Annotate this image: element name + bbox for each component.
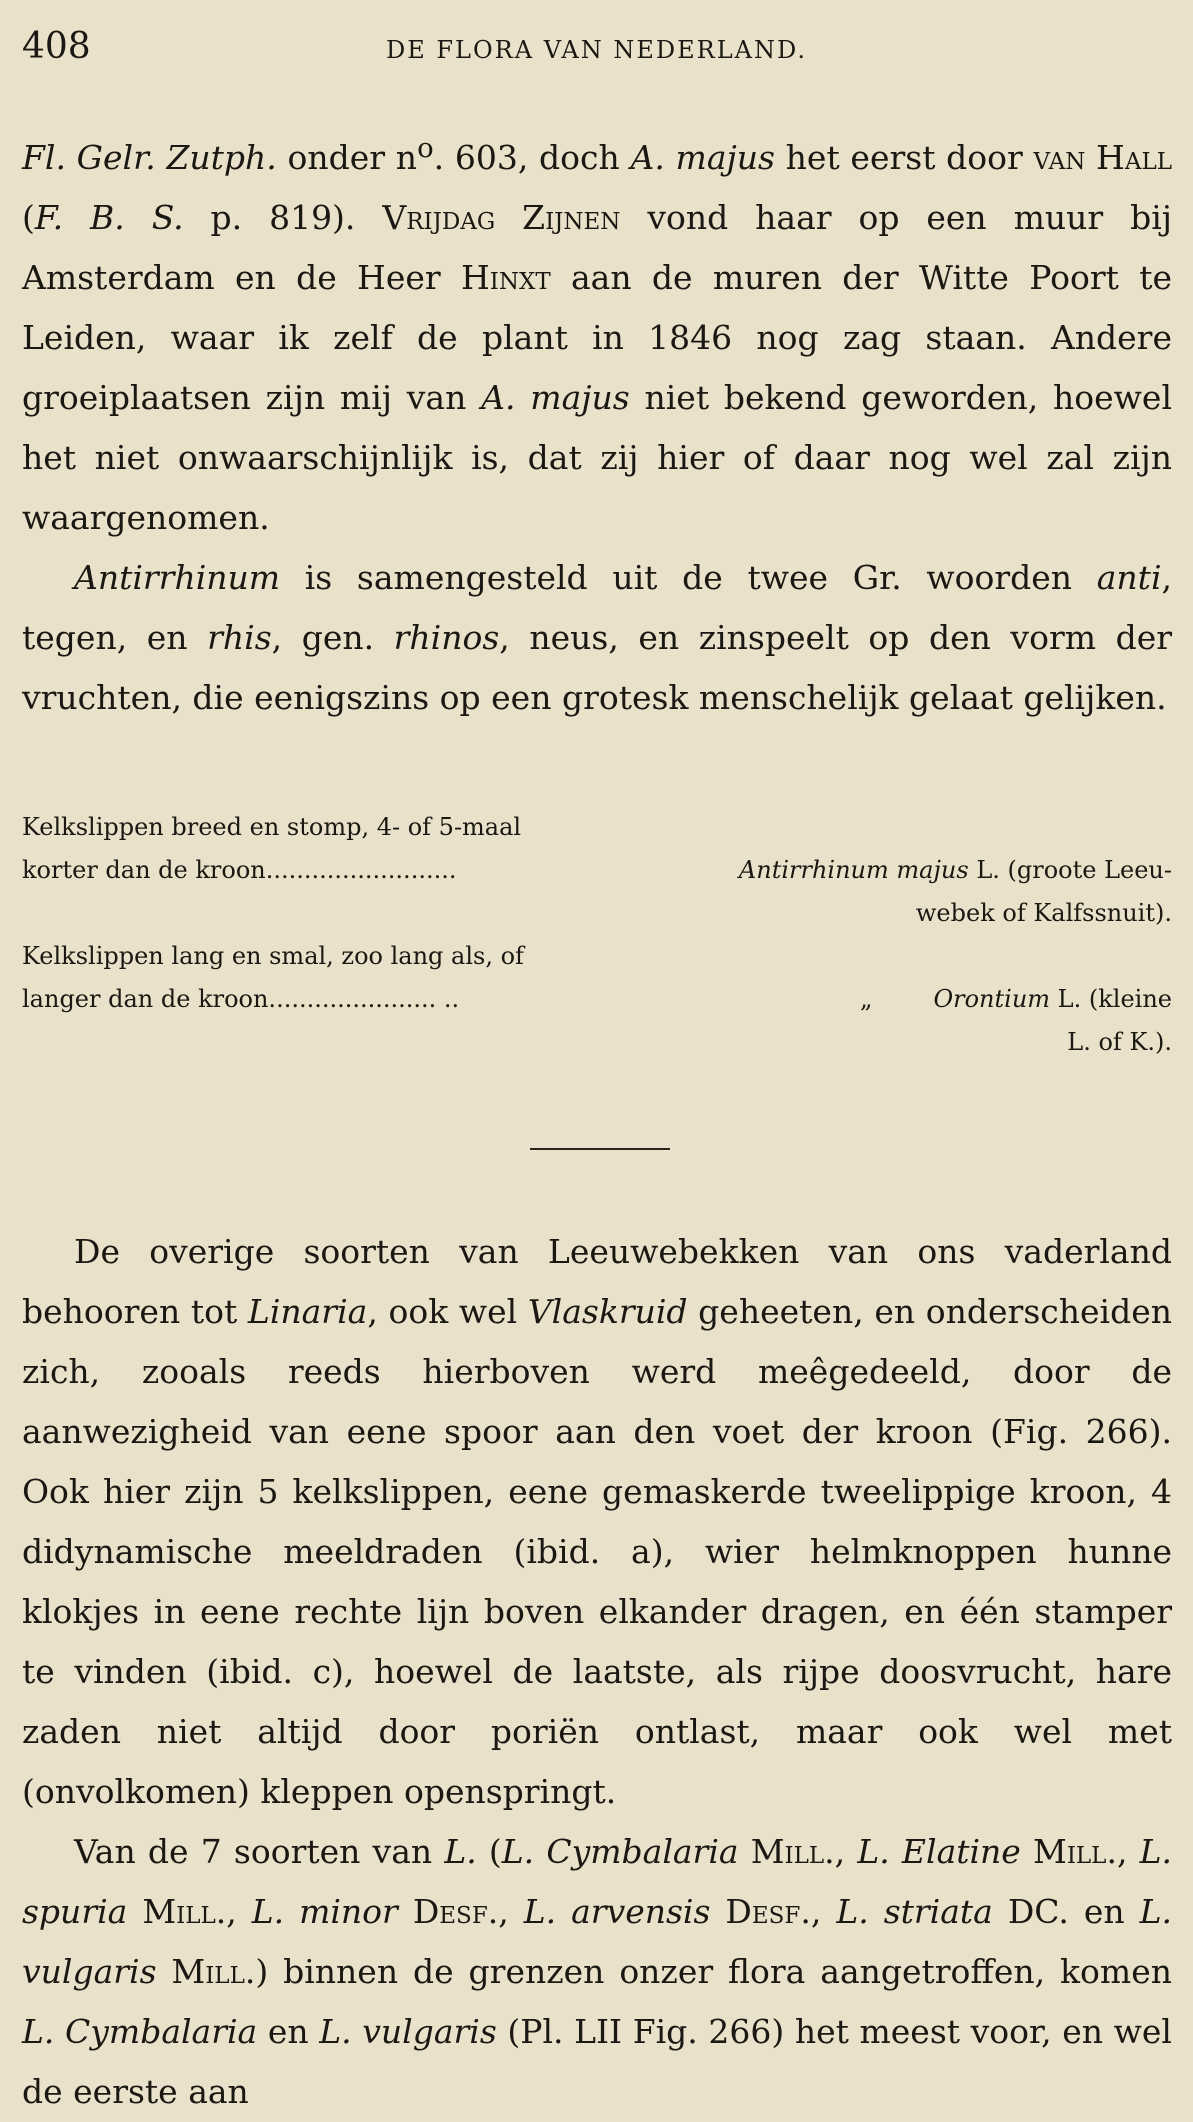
key-line — [22, 935, 1172, 978]
species-name: Orontium — [933, 985, 1051, 1013]
text-run: , — [834, 1832, 858, 1871]
text-run: , ook wel — [367, 1292, 528, 1331]
key-text: L. of K.). — [1067, 1028, 1172, 1056]
text-run: De overige soorten van Leeuwebekken van ons vaderland behooren tot — [22, 1232, 1172, 1331]
text-run: ( — [476, 1832, 502, 1871]
species-name: Antirrhinum majus — [738, 856, 969, 884]
paragraph-2 — [22, 548, 1172, 728]
text-run: geheeten, en onderscheiden zich, zooals reeds hierboven werd meêgedeeld, door de aanwezigheid van eene spoor aan den voet der kroon (Fig. 266). Ook hier zijn 5 kelkslippen, eene gemaskerde tweelippige kroon, 4 didynamische meeldraden (ibid. a), wier helmknoppen hunne klokjes in eene rechte lijn boven elkander dragen, en één stamper te vinden (ibid. c), hoewel de laatste, als rijpe doosvrucht, hare zaden niet altijd door poriën ontlast, maar ook wel met (onvolkomen) kleppen openspringt. — [22, 1292, 1172, 1811]
author-name: van Hall — [1033, 138, 1172, 177]
citation: Fl. Gelr. Zutph. — [22, 138, 277, 177]
ditto-mark: „ — [859, 985, 873, 1013]
text-run: Van de 7 soorten van — [74, 1832, 445, 1871]
common-name: Vlaskruid — [527, 1292, 688, 1331]
greek-word: rhinos — [393, 618, 500, 657]
species-name: L. minor — [251, 1892, 398, 1931]
key-text: Kelkslippen lang en smal, zoo lang als, of — [22, 942, 524, 970]
text-run: het eerst door — [774, 138, 1034, 177]
species-name: A. majus — [630, 138, 775, 177]
text-run: (Pl. LII Fig. 266) het meest voor, en wel de eerste aan — [22, 2012, 1172, 2111]
page-header — [22, 22, 1171, 72]
species-name: L. Cymbalaria — [501, 1832, 739, 1871]
text-run: DC. en — [992, 1892, 1140, 1931]
key-text: webek of Kalfssnuit). — [915, 899, 1172, 927]
key-line — [22, 849, 1172, 892]
text-run: en — [257, 2012, 320, 2051]
key-line — [22, 1021, 1172, 1064]
text-run: is samengesteld uit de twee Gr. woorden — [280, 558, 1097, 597]
key-result — [860, 978, 1172, 1021]
species-name: L. spuria — [22, 1832, 1173, 1931]
text-block-bottom — [22, 1222, 1172, 2122]
section-divider — [530, 1148, 670, 1150]
species-name: L. arvensis — [523, 1892, 711, 1931]
genus-name: Linaria — [247, 1292, 368, 1331]
genus-name: L. — [444, 1832, 477, 1871]
text-run: ) binnen de grenzen onzer flora aangetroffen, komen — [255, 1952, 1172, 1991]
text-run: niet bekend geworden, hoewel het niet onwaarschijnlijk is, dat zij hier of daar nog wel zal zijn waargenomen. — [22, 378, 1172, 537]
author-name: Desf. — [725, 1892, 811, 1931]
text-run: , tegen, en — [22, 558, 1172, 657]
text-run — [1021, 1832, 1033, 1871]
superscript: o — [417, 132, 434, 164]
key-line — [22, 892, 1172, 935]
text-run: p. 819). — [183, 198, 383, 237]
greek-word: anti — [1096, 558, 1162, 597]
text-run: ( — [22, 198, 35, 237]
page-number: 408 — [22, 26, 91, 67]
key-result — [739, 849, 1172, 892]
paragraph-4 — [22, 1822, 1172, 2122]
text-run: onder n — [276, 138, 418, 177]
species-name: L. vulgaris — [319, 2012, 497, 2051]
citation: F. B. S. — [34, 198, 184, 237]
species-name: L. Cymbalaria — [22, 2012, 258, 2051]
text-run — [739, 1832, 751, 1871]
author-name: Mill. — [142, 1892, 227, 1931]
genus-name: Antirrhinum — [74, 558, 281, 597]
author-name: Mill. — [750, 1832, 835, 1871]
paragraph-1 — [22, 118, 1172, 548]
text-run: , neus, en zinspeelt op den vorm der vruchten, die eenigszins op een grotesk menschelijk gelaat gelijken. — [22, 618, 1172, 717]
species-name: A. majus — [481, 378, 630, 417]
text-run — [157, 1952, 172, 1991]
text-block-top — [22, 118, 1172, 728]
author-name: Mill. — [1033, 1832, 1117, 1871]
text-run — [127, 1892, 142, 1931]
key-text: Kelkslippen breed en stomp, 4- of 5-maal — [22, 813, 522, 841]
species-name: L. striata — [836, 1892, 993, 1931]
key-text: korter dan de kroon......................... — [22, 856, 457, 884]
key-line — [22, 806, 1172, 849]
text-run: vond haar op een muur bij Amsterdam en de Heer — [22, 198, 1173, 297]
author-name: Desf. — [412, 1892, 499, 1931]
greek-word: rhis — [207, 618, 272, 657]
species-name: L. vulgaris — [22, 1892, 1172, 1991]
text-run: , gen. — [271, 618, 394, 657]
text-run: , — [1116, 1832, 1140, 1871]
author-name: Mill. — [171, 1952, 256, 1991]
species-name: L. Elatine — [857, 1832, 1021, 1871]
text-run: aan de muren der Witte Poort te Leiden, waar ik zelf de plant in 1846 nog zag staan. Andere groeiplaatsen zijn mij van — [22, 258, 1172, 417]
text-run: . 603, doch — [433, 138, 631, 177]
author-name: Vrijdag Zijnen — [382, 198, 621, 237]
text-run — [398, 1892, 413, 1931]
text-run: , — [810, 1892, 837, 1931]
key-text: L. (groote Leeu- — [968, 856, 1172, 884]
key-line — [22, 978, 1172, 1021]
identification-key — [22, 806, 1172, 1064]
text-run: , — [226, 1892, 252, 1931]
running-title: DE FLORA VAN NEDERLAND. — [386, 36, 807, 64]
key-text: L. (kleine — [1050, 985, 1172, 1013]
author-name: Hinxt — [460, 258, 551, 297]
text-run — [710, 1892, 725, 1931]
text-run: , — [498, 1892, 524, 1931]
paragraph-3 — [22, 1222, 1172, 1822]
key-text: langer dan de kroon...................... .. — [22, 985, 460, 1013]
